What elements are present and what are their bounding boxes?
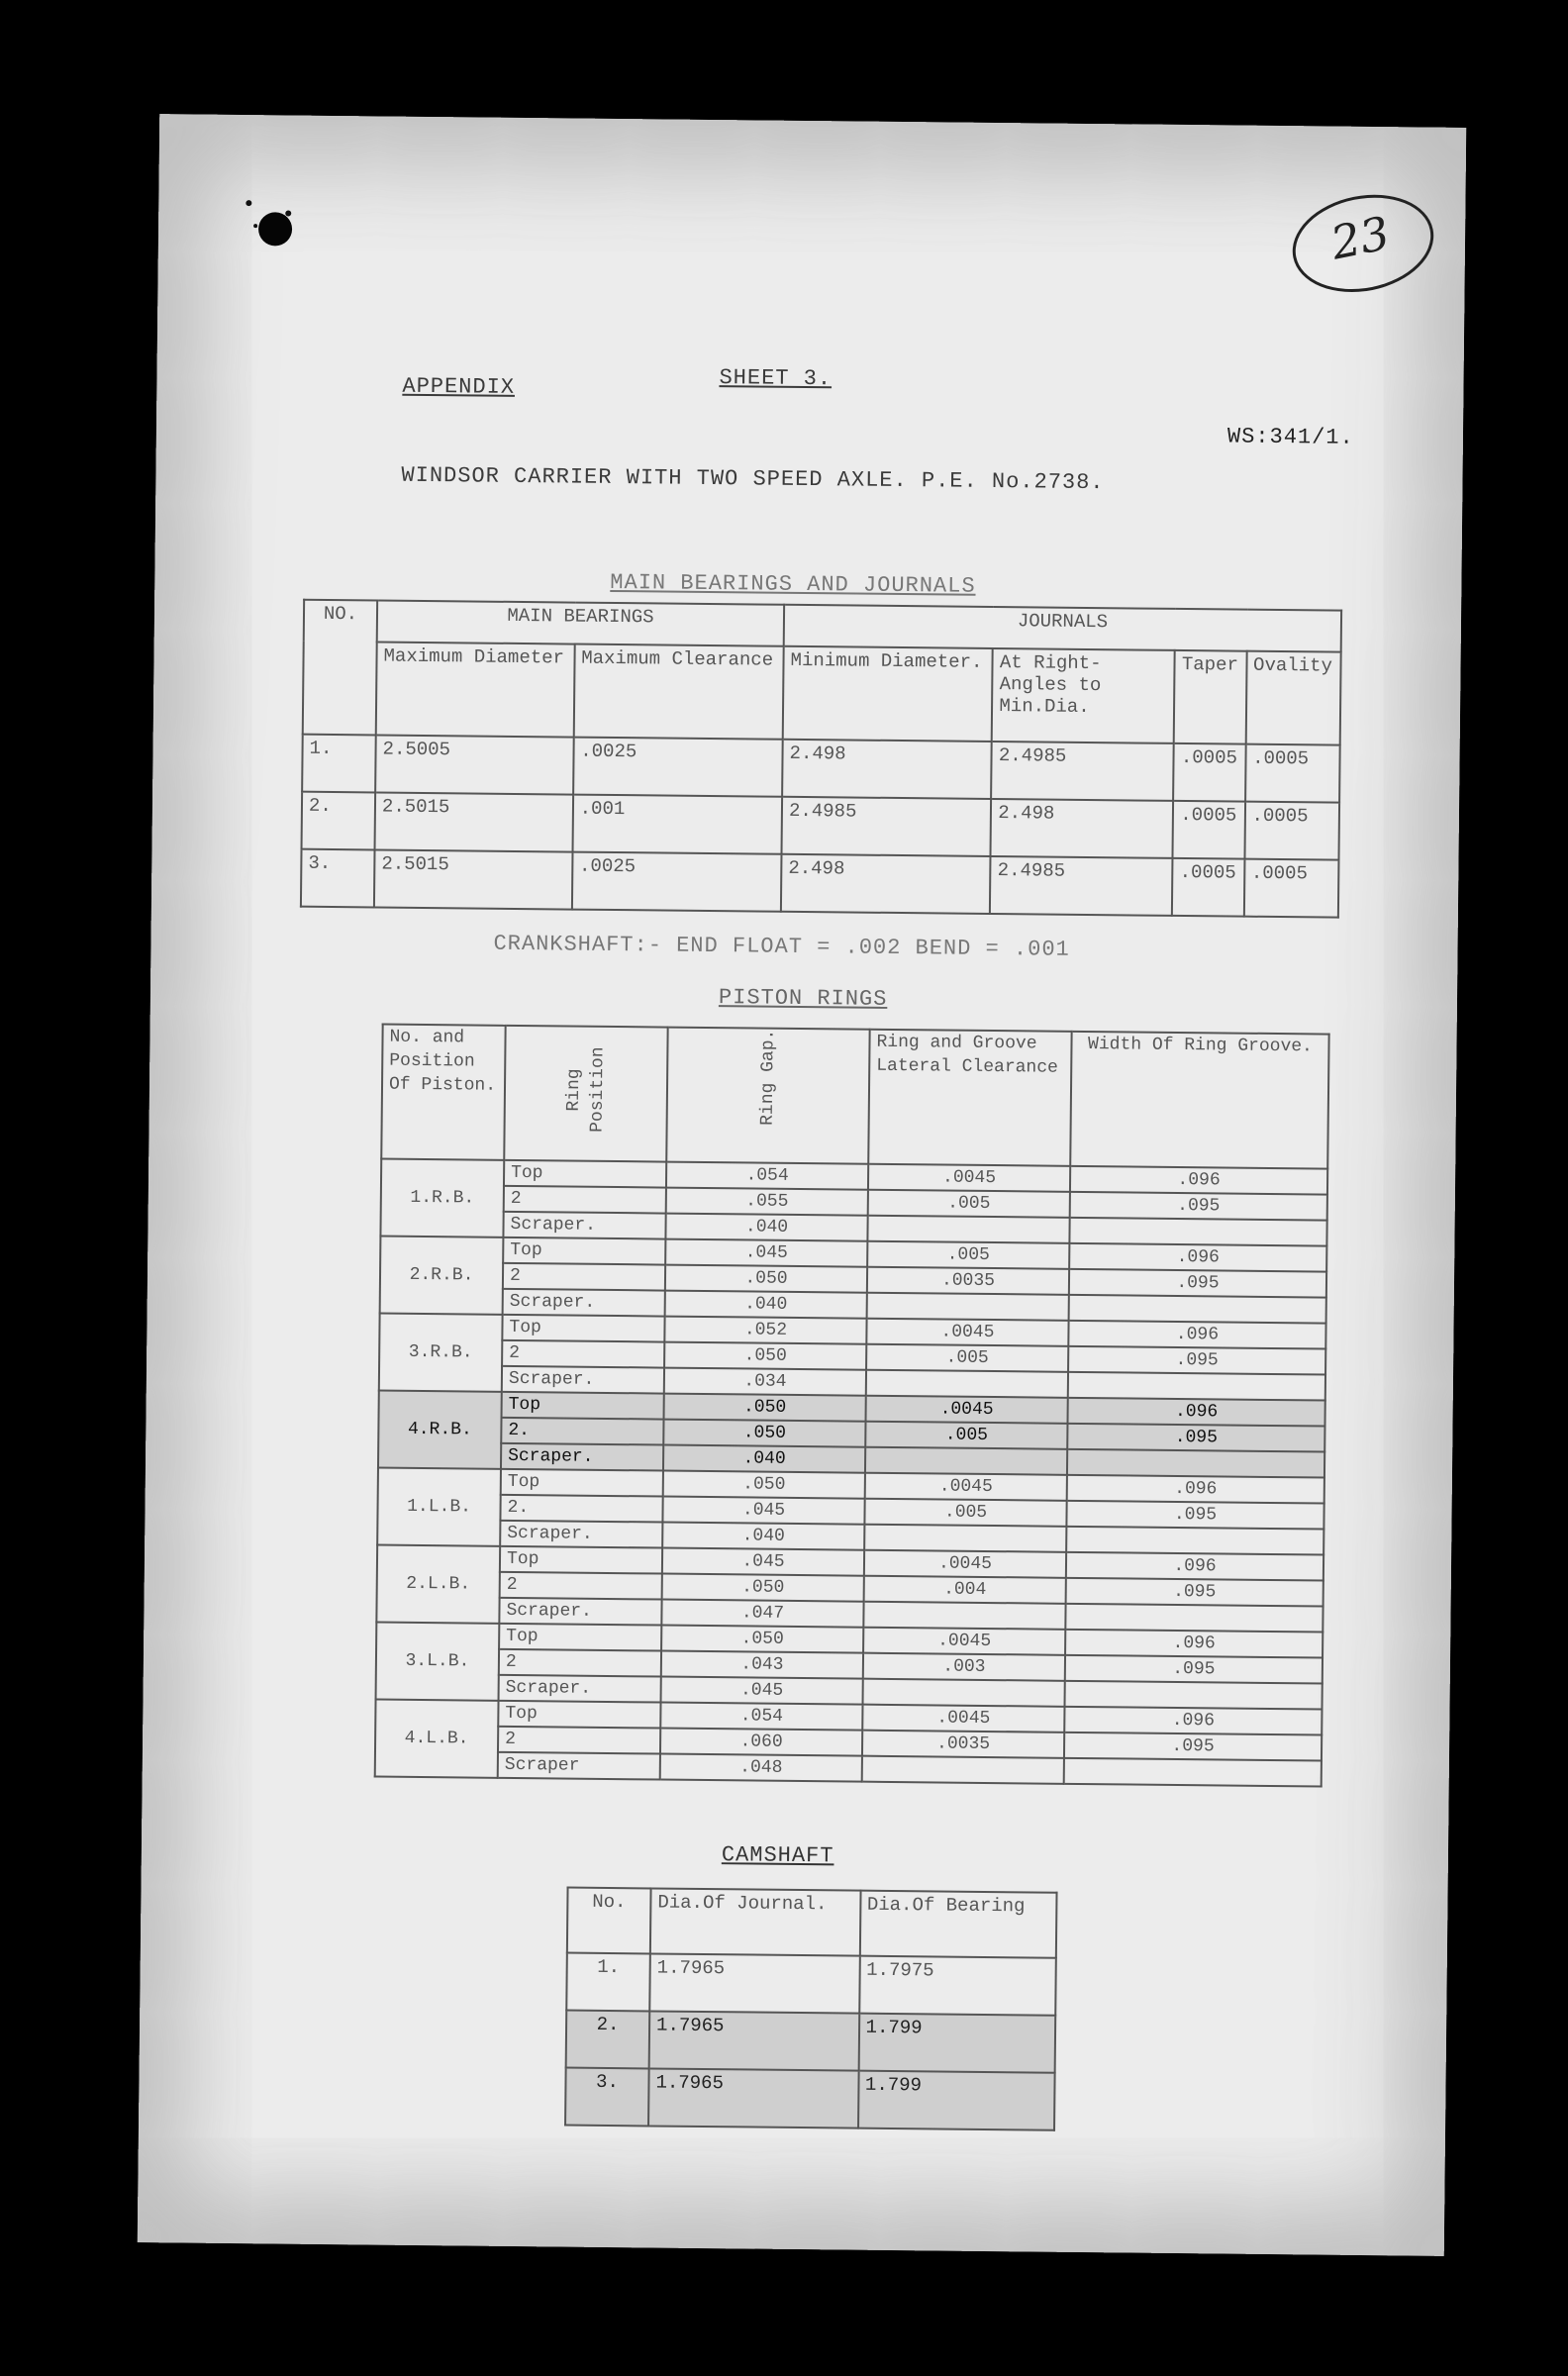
cell: .043: [661, 1651, 863, 1679]
cell: Top: [502, 1315, 664, 1342]
cell: Top: [498, 1701, 660, 1729]
cell: .005: [865, 1422, 1067, 1449]
cell: .050: [663, 1471, 865, 1499]
piston-rings-table: [374, 1024, 1330, 1788]
cell: 1.7965: [649, 2011, 859, 2070]
cell: 2.: [501, 1418, 663, 1445]
piston-position: 1.L.B.: [377, 1468, 501, 1546]
cell: [865, 1447, 1067, 1475]
cell: [1065, 1604, 1323, 1633]
cell: .060: [660, 1729, 862, 1756]
col-ovality: Ovality: [1245, 651, 1340, 745]
col-max-clearance: Maximum Clearance: [573, 644, 783, 740]
col-groove-width: Width Of Ring Groove.: [1070, 1032, 1328, 1169]
cell: Scraper.: [503, 1289, 665, 1317]
cell: [864, 1525, 1066, 1552]
cell: .096: [1069, 1243, 1326, 1272]
crankshaft-line: CRANKSHAFT:- END FLOAT = .002 BEND = .001: [493, 931, 1070, 962]
cell: 2.5015: [374, 849, 572, 909]
col-max-diameter: Maximum Diameter: [376, 642, 575, 737]
camshaft-title: CAMSHAFT: [721, 1842, 834, 1869]
cell: .005: [864, 1499, 1066, 1527]
cell: [1066, 1527, 1323, 1555]
cell: .096: [1067, 1475, 1324, 1504]
group-journals: JOURNALS: [784, 605, 1341, 652]
cell: .095: [1068, 1346, 1325, 1375]
col-no: NO.: [303, 600, 377, 736]
cell: [867, 1216, 1069, 1243]
cell: .054: [666, 1162, 868, 1190]
cell: 1.7975: [859, 1956, 1056, 2016]
cell: 1.799: [858, 2071, 1055, 2130]
cell: .050: [664, 1394, 866, 1422]
cell: .005: [868, 1190, 1070, 1218]
main-bearings-title: MAIN BEARINGS AND JOURNALS: [610, 569, 976, 599]
cell: .045: [662, 1548, 864, 1576]
cell: 2: [498, 1727, 660, 1754]
cell: .054: [660, 1703, 862, 1731]
piston-position: 1.R.B.: [380, 1159, 504, 1238]
piston-position: 4.R.B.: [378, 1391, 502, 1469]
col-ring-gap: Ring Gap.: [757, 1029, 779, 1126]
cell: [867, 1293, 1069, 1321]
cell: 2.498: [781, 854, 991, 914]
cell: [1064, 1681, 1322, 1710]
piston-position: 2.R.B.: [380, 1237, 504, 1315]
cell: 2.4985: [782, 797, 992, 856]
cell: .095: [1065, 1655, 1323, 1684]
cell: .0045: [865, 1473, 1067, 1501]
cell: .095: [1064, 1732, 1322, 1761]
cell: .0025: [572, 852, 782, 912]
cell: .048: [660, 1754, 862, 1782]
cell: .045: [661, 1677, 863, 1705]
cell: .0005: [1173, 743, 1245, 802]
cell: [1068, 1372, 1325, 1401]
cell: [1067, 1449, 1324, 1478]
cell: .095: [1066, 1501, 1323, 1530]
cell: .0045: [868, 1164, 1070, 1192]
speck: [253, 224, 257, 228]
cell: .0005: [1244, 802, 1339, 860]
col-piston: No. and Position Of Piston.: [381, 1025, 505, 1160]
cell: .045: [665, 1239, 867, 1267]
cell: .095: [1067, 1424, 1324, 1452]
cell: 1.: [566, 1953, 650, 2012]
table-row: [302, 792, 1340, 860]
cell: 3.: [301, 849, 375, 908]
cell: 2.4985: [990, 856, 1173, 916]
cell: .040: [663, 1445, 865, 1473]
cell: .096: [1068, 1321, 1325, 1349]
cell: .050: [664, 1342, 866, 1370]
cell: 3.: [565, 2068, 649, 2127]
cell: .0005: [1173, 801, 1245, 859]
cell: .050: [663, 1420, 865, 1447]
col-journal-dia: Dia.Of Journal.: [650, 1888, 860, 1955]
table-row: [566, 1953, 1056, 2016]
cell: 1.7965: [648, 2068, 858, 2128]
col-lateral-clearance: Ring and Groove Lateral Clearance: [868, 1030, 1071, 1166]
cell: .005: [866, 1344, 1068, 1372]
cell: .001: [572, 795, 782, 854]
speck: [245, 200, 251, 206]
col-right-angles: At Right-Angles to Min.Dia.: [992, 648, 1175, 743]
cell: .052: [664, 1317, 866, 1344]
cell: [862, 1756, 1064, 1784]
appendix-label: APPENDIX: [402, 373, 516, 400]
cell: Top: [500, 1546, 662, 1574]
cell: 2: [502, 1340, 664, 1368]
cell: 2.: [302, 792, 376, 850]
cell: .034: [664, 1368, 866, 1396]
cell: .095: [1066, 1578, 1323, 1607]
cell: Scraper: [498, 1752, 660, 1780]
cell: Scraper.: [499, 1598, 661, 1626]
cell: .0045: [863, 1628, 1065, 1655]
cell: .096: [1070, 1166, 1327, 1195]
cell: .0045: [866, 1319, 1068, 1346]
cell: .004: [864, 1576, 1066, 1604]
cell: Top: [501, 1469, 663, 1497]
cell: Top: [503, 1238, 665, 1265]
cell: Top: [502, 1392, 664, 1420]
cell: .045: [662, 1497, 864, 1525]
cell: Scraper.: [503, 1212, 665, 1239]
cell: .0005: [1245, 744, 1340, 803]
cell: Scraper.: [499, 1675, 661, 1703]
piston-position: 3.L.B.: [376, 1623, 500, 1701]
col-bearing-dia: Dia.Of Bearing: [859, 1891, 1056, 1958]
cell: .096: [1064, 1707, 1322, 1735]
table-row: [565, 2068, 1055, 2130]
cell: .096: [1065, 1630, 1323, 1658]
cell: .0045: [864, 1550, 1066, 1578]
cell: .040: [665, 1214, 867, 1241]
cell: Scraper.: [500, 1521, 662, 1548]
cell: 2: [503, 1263, 665, 1291]
cell: 2: [500, 1572, 662, 1600]
col-ring-position-cell: [504, 1026, 667, 1162]
cell: .050: [661, 1626, 863, 1653]
cell: 1.799: [858, 2014, 1055, 2073]
cell: [1064, 1758, 1322, 1787]
cell: .0035: [867, 1267, 1069, 1295]
cell: 2: [504, 1186, 666, 1214]
col-min-diameter: Minimum Diameter.: [783, 646, 993, 742]
cell: .0045: [862, 1705, 1064, 1732]
cell: .005: [867, 1241, 1069, 1269]
cell: [863, 1679, 1065, 1707]
page-number: 23: [1326, 206, 1395, 270]
cell: Top: [504, 1160, 666, 1188]
cell: .095: [1070, 1192, 1327, 1221]
cell: .003: [863, 1653, 1065, 1681]
piston-position: 2.L.B.: [376, 1545, 500, 1624]
cell: .0035: [862, 1731, 1064, 1758]
cell: Scraper.: [501, 1443, 663, 1471]
cell: 2.498: [991, 799, 1174, 858]
cell: [1069, 1218, 1326, 1246]
document-title: WINDSOR CARRIER WITH TWO SPEED AXLE. P.E. No.2738.: [401, 462, 1105, 496]
cell: 2.: [566, 2011, 650, 2069]
sheet-label: SHEET 3.: [719, 365, 833, 392]
table-row: [301, 849, 1339, 918]
col-ring-gap-cell: [666, 1028, 869, 1164]
cell: .0005: [1243, 859, 1338, 918]
cell: .096: [1067, 1398, 1324, 1427]
cell: 2.5015: [375, 792, 573, 851]
document-sheet: [138, 114, 1466, 2256]
col-taper: Taper: [1174, 650, 1246, 744]
cell: .0025: [573, 738, 783, 797]
cell: 1.7965: [649, 1953, 859, 2013]
piston-position: 3.R.B.: [379, 1314, 503, 1392]
col-ring-position: Ring Position: [563, 1046, 609, 1134]
table-row: [302, 735, 1340, 803]
cell: .055: [666, 1188, 868, 1216]
table-row: [566, 2011, 1056, 2073]
cell: .040: [665, 1291, 867, 1319]
cell: .095: [1069, 1269, 1326, 1298]
cell: 1.: [302, 735, 376, 793]
cell: .050: [665, 1265, 867, 1293]
cell: [866, 1370, 1068, 1398]
cell: 2.5005: [375, 735, 573, 794]
cell: 2.4985: [991, 742, 1174, 801]
cell: 2.498: [782, 740, 992, 799]
cell: .050: [662, 1574, 864, 1602]
camshaft-table: [564, 1887, 1058, 2131]
reference-number: WS:341/1.: [1226, 424, 1354, 450]
cell: Top: [499, 1624, 661, 1651]
group-main-bearings: MAIN BEARINGS: [377, 600, 784, 645]
punch-hole: [258, 212, 292, 246]
cell: Scraper.: [502, 1366, 664, 1394]
cell: [863, 1602, 1065, 1630]
cell: .040: [662, 1523, 864, 1550]
cell: 2: [499, 1649, 661, 1677]
speck: [285, 210, 291, 216]
piston-position: 4.L.B.: [375, 1700, 499, 1778]
page-number-circle: [1284, 183, 1442, 305]
piston-rings-title: PISTON RINGS: [718, 985, 888, 1012]
cell: .096: [1066, 1552, 1323, 1581]
cell: .0045: [866, 1396, 1068, 1424]
cell: .0005: [1172, 858, 1244, 917]
col-cam-no: No.: [567, 1888, 651, 1954]
cell: 2.: [500, 1495, 662, 1523]
cell: [1069, 1295, 1326, 1324]
main-bearings-table: [300, 599, 1342, 919]
cell: .047: [661, 1600, 863, 1628]
